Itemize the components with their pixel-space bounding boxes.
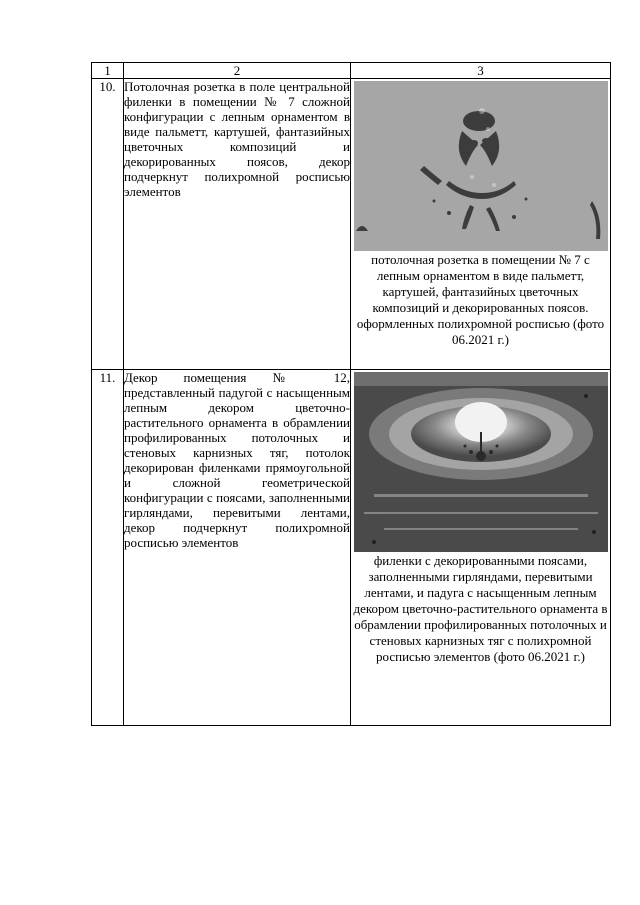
document-table xyxy=(91,62,611,726)
header-col-3: 3 xyxy=(351,63,611,79)
row-description: Декор помещения № 12, представленный падугой с насыщенным лепным декором цветочно-растительного орнамента в обрамлении профилированных потолочных и стеновых карнизных тяг, потолок декорирован филенками прямоугольной и сложной геометрической конфигурации с поясами, заполненными гирляндами, перевитыми лентами, декор подчеркнут полихромной росписью элементов xyxy=(124,370,351,726)
header-row xyxy=(92,63,611,79)
photo-caption: филенки с декорированными поясами, заполненными гирляндами, перевитыми лентами, и падуга с насыщенным лепным декором цветочно-растительного орнамента в обрамлении профилированных потолочных и стеновых карнизных тяг с полихромной росписью элементов (фото 06.2021 г.) xyxy=(353,553,608,664)
table-row xyxy=(92,370,611,726)
ceiling-rosette-photo xyxy=(354,81,608,251)
header-col-1: 1 xyxy=(92,63,124,79)
header-col-2: 2 xyxy=(124,63,351,79)
table-row xyxy=(92,79,611,370)
photo-cell xyxy=(351,370,611,726)
row-number: 10. xyxy=(92,79,124,370)
row-description: Потолочная розетка в поле центральной филенки в помещении № 7 сложной конфигурации с лепным орнаментом в виде пальметт, картушей, фантазийных цветочных композиций и декорированных поясов, декор подчеркнут полихромной росписью элементов xyxy=(124,79,351,370)
photo-cell xyxy=(351,79,611,370)
photo-caption: потолочная розетка в помещении № 7 с лепным орнаментом в виде пальметт, картушей, фантазийных цветочных композиций и декорированных поясов. оформленных полихромной росписью (фото 06.2021 г.) xyxy=(356,252,605,347)
ceiling-chandelier-photo xyxy=(354,372,608,552)
row-number: 11. xyxy=(92,370,124,726)
